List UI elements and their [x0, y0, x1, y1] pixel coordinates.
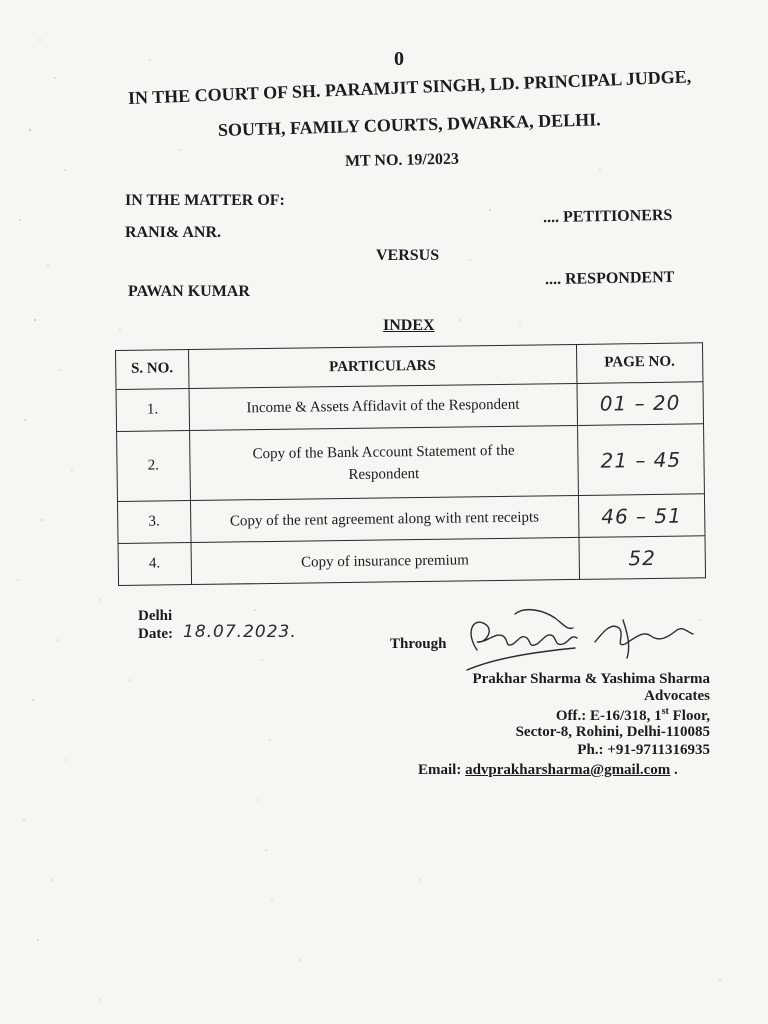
office-superscript: st — [661, 706, 669, 717]
address-line2: Sector-8, Rohini, Delhi-110085 — [515, 724, 710, 740]
row-particulars: Income & Assets Affidavit of the Respondent — [189, 383, 578, 430]
advocate-signature-icon — [455, 602, 705, 672]
row-page-handwritten: 01 – 20 — [577, 382, 704, 425]
email-trailing-dot: . — [674, 762, 678, 778]
table-row — [118, 536, 705, 586]
index-table — [115, 342, 706, 586]
case-number: MT NO. 19/2023 — [344, 150, 460, 170]
index-title: INDEX — [383, 317, 435, 334]
column-header-page: PAGE NO. — [576, 343, 703, 384]
row-page-handwritten: 46 – 51 — [578, 494, 705, 537]
date-label: Date: — [138, 626, 173, 642]
row-particulars-line1: Copy of the Bank Account Statement of the — [252, 442, 515, 462]
column-header-sno: S. NO. — [116, 350, 189, 390]
row-particulars: Copy of the rent agreement along with rent receipts — [190, 496, 579, 543]
row-page-handwritten: 21 – 45 — [577, 424, 704, 496]
respondent-name: PAWAN KUMAR — [128, 283, 250, 300]
handwritten-date: 18.07.2023. — [183, 622, 297, 642]
row-page-handwritten: 52 — [579, 536, 706, 579]
petitioner-name: RANI& ANR. — [125, 224, 221, 241]
row-sno: 1. — [116, 388, 189, 431]
versus-label: VERSUS — [376, 247, 440, 264]
row-sno: 3. — [117, 501, 190, 544]
advocates-title: Advocates — [644, 688, 710, 704]
office-suffix: Floor, — [668, 708, 710, 724]
index-table-wrapper — [115, 342, 706, 586]
row-sno: 4. — [118, 543, 191, 586]
matter-label: IN THE MATTER OF: — [125, 192, 285, 209]
advocates-names: Prakhar Sharma & Yashima Sharma — [472, 671, 710, 687]
table-row — [117, 424, 705, 502]
email-label: Email: — [418, 762, 462, 778]
petitioner-role: .... PETITIONERS — [542, 206, 673, 227]
phone-number: Ph.: +91-9711316935 — [577, 742, 710, 758]
column-header-particulars: PARTICULARS — [188, 344, 577, 388]
row-particulars — [189, 425, 578, 501]
page-number-mark: 0 — [394, 48, 404, 70]
through-label: Through — [390, 636, 447, 652]
court-title-line1: IN THE COURT OF SH. PARAMJIT SINGH, LD. PRINCIPAL JUDGE, — [127, 66, 692, 108]
row-particulars: Copy of insurance premium — [191, 538, 580, 585]
row-sno: 2. — [117, 430, 191, 502]
respondent-role: .... RESPONDENT — [544, 268, 675, 289]
email-link[interactable]: advprakharsharma@gmail.com — [465, 762, 671, 778]
office-prefix: Off.: E-16/318, 1 — [555, 708, 662, 724]
office-address — [556, 706, 710, 725]
row-particulars-line2: Respondent — [348, 465, 420, 483]
email-row — [418, 762, 678, 779]
place-label: Delhi — [138, 608, 173, 624]
court-title-line2: SOUTH, FAMILY COURTS, DWARKA, DELHI. — [217, 109, 601, 140]
